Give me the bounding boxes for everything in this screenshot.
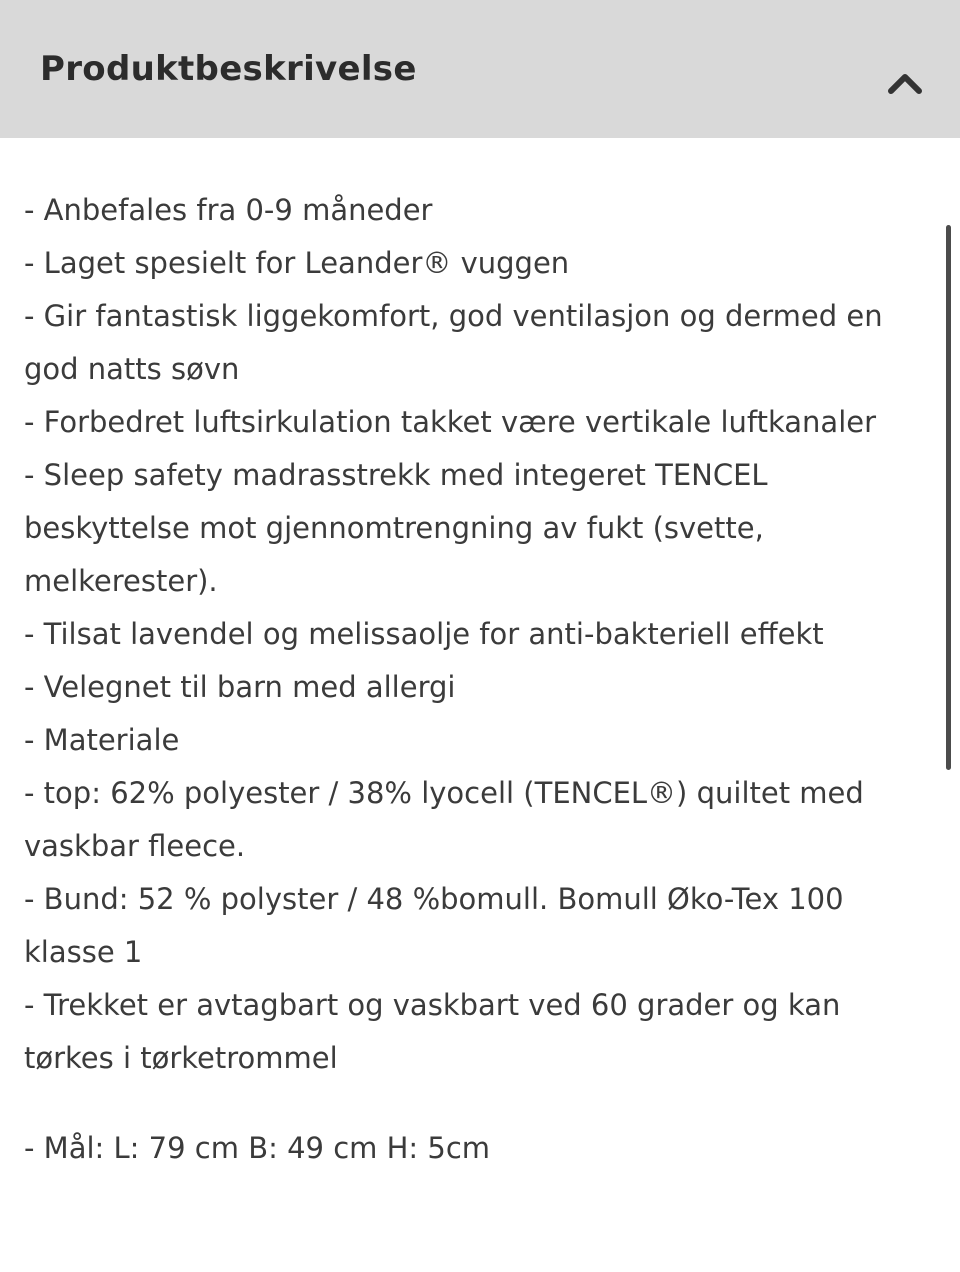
list-item: - Tilsat lavendel og melissaolje for anti-bakteriell effekt — [24, 617, 824, 651]
list-item: - Velegnet til barn med allergi — [24, 670, 456, 704]
list-item: - Bund: 52 % polyster / 48 %bomull. Bomull Øko-Tex 100 klasse 1 — [24, 882, 844, 969]
list-item: - Laget spesielt for Leander® vuggen — [24, 246, 570, 280]
list-item: - Trekket er avtagbart og vaskbart ved 60 grader og kan tørkes i tørketrommel — [24, 988, 841, 1075]
list-item: - top: 62% polyester / 38% lyocell (TENCEL®) quiltet med vaskbar fleece. — [24, 776, 864, 863]
chevron-up-icon[interactable] — [886, 71, 924, 97]
product-description-header[interactable] — [0, 0, 960, 138]
scrollbar-thumb[interactable] — [946, 225, 951, 770]
list-item: - Materiale — [24, 723, 180, 757]
list-item: - Forbedret luftsirkulation takket være vertikale luftkanaler — [24, 405, 877, 439]
list-item: - Sleep safety madrasstrekk med integeret TENCEL beskyttelse mot gjennomtrengning av fukt (svette, melkerester). — [24, 458, 768, 598]
section-title: Produktbeskrivelse — [40, 49, 417, 89]
list-item-dimensions: - Mål: L: 79 cm B: 49 cm H: 5cm — [24, 1131, 491, 1165]
product-description-body — [0, 138, 960, 1175]
list-item: - Anbefales fra 0-9 måneder — [24, 193, 433, 227]
list-item: - Gir fantastisk liggekomfort, god ventilasjon og dermed en god natts søvn — [24, 299, 883, 386]
